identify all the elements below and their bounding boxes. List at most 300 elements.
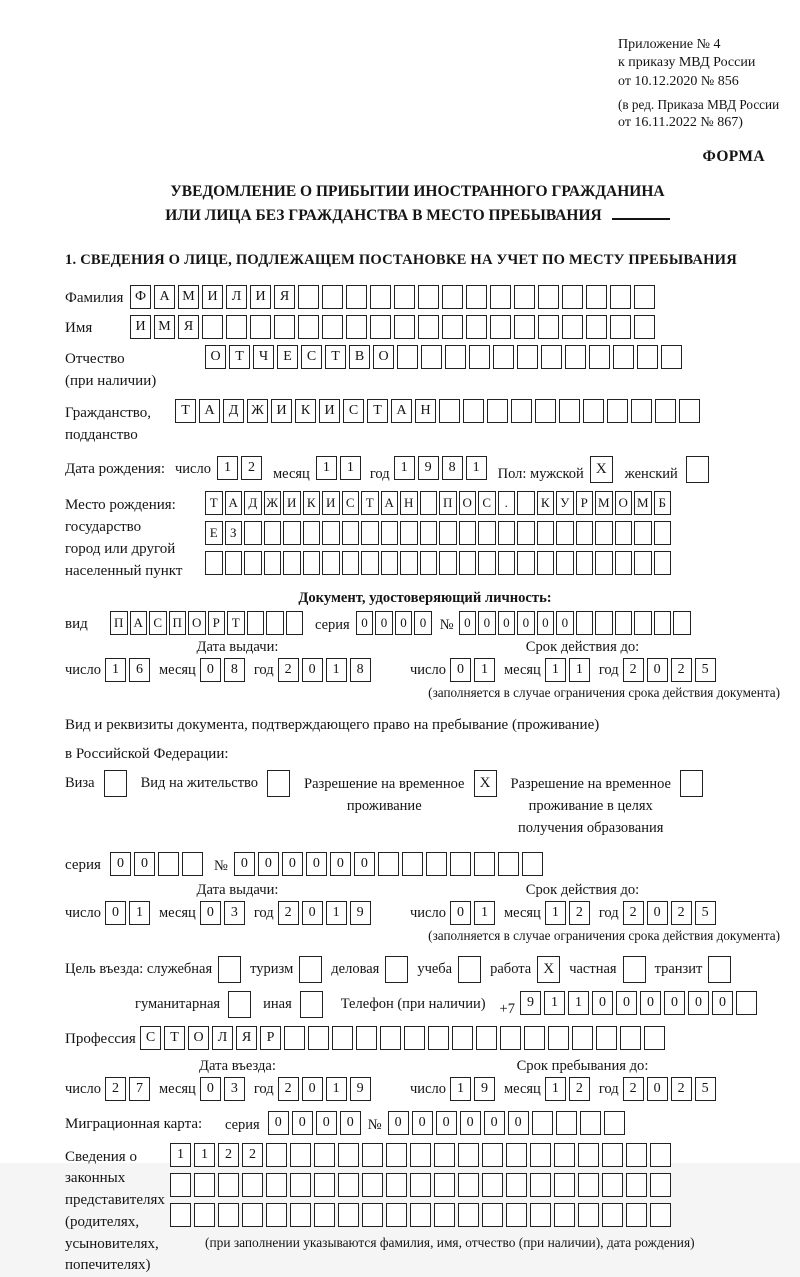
char-cell[interactable]: 2 bbox=[278, 1077, 299, 1101]
char-cell[interactable]: 0 bbox=[354, 852, 375, 876]
char-cell[interactable] bbox=[194, 1203, 215, 1227]
char-cell[interactable] bbox=[583, 399, 604, 423]
char-cell[interactable] bbox=[548, 1026, 569, 1050]
char-cell[interactable] bbox=[482, 1173, 503, 1197]
purpose-transit-checkbox[interactable] bbox=[708, 956, 731, 983]
char-cell[interactable]: А bbox=[225, 491, 243, 515]
char-cell[interactable]: О bbox=[188, 611, 206, 635]
char-cell[interactable] bbox=[286, 611, 304, 635]
char-cell[interactable] bbox=[459, 551, 477, 575]
char-cell[interactable]: Ж bbox=[264, 491, 282, 515]
char-cell[interactable] bbox=[218, 1203, 239, 1227]
char-cell[interactable] bbox=[615, 521, 633, 545]
char-cell[interactable] bbox=[380, 1026, 401, 1050]
char-cell[interactable]: Е bbox=[205, 521, 223, 545]
char-cell[interactable] bbox=[615, 551, 633, 575]
char-cell[interactable]: 9 bbox=[474, 1077, 495, 1101]
purpose-humanitarian-checkbox[interactable] bbox=[228, 991, 251, 1018]
char-cell[interactable]: С bbox=[301, 345, 322, 369]
char-cell[interactable]: У bbox=[556, 491, 574, 515]
char-cell[interactable]: 8 bbox=[350, 658, 371, 682]
char-cell[interactable] bbox=[517, 345, 538, 369]
char-cell[interactable] bbox=[532, 1111, 553, 1135]
char-cell[interactable]: С bbox=[149, 611, 167, 635]
char-cell[interactable] bbox=[493, 345, 514, 369]
char-cell[interactable] bbox=[589, 345, 610, 369]
char-cell[interactable]: Я bbox=[274, 285, 295, 309]
char-cell[interactable] bbox=[420, 521, 438, 545]
char-cell[interactable] bbox=[264, 521, 282, 545]
char-cell[interactable] bbox=[679, 399, 700, 423]
char-cell[interactable] bbox=[298, 285, 319, 309]
char-cell[interactable]: 0 bbox=[282, 852, 303, 876]
purpose-other-checkbox[interactable] bbox=[300, 991, 323, 1018]
char-cell[interactable] bbox=[458, 1143, 479, 1167]
char-cell[interactable] bbox=[565, 345, 586, 369]
char-cell[interactable] bbox=[476, 1026, 497, 1050]
char-cell[interactable]: 0 bbox=[508, 1111, 529, 1135]
char-cell[interactable] bbox=[266, 1203, 287, 1227]
char-cell[interactable]: 0 bbox=[647, 901, 668, 925]
char-cell[interactable]: 0 bbox=[450, 901, 471, 925]
char-cell[interactable]: З bbox=[225, 521, 243, 545]
char-cell[interactable]: 1 bbox=[316, 456, 337, 480]
char-cell[interactable] bbox=[322, 285, 343, 309]
char-cell[interactable] bbox=[650, 1173, 671, 1197]
char-cell[interactable] bbox=[439, 399, 460, 423]
char-cell[interactable]: 0 bbox=[517, 611, 535, 635]
char-cell[interactable]: 0 bbox=[688, 991, 709, 1015]
char-cell[interactable]: 1 bbox=[545, 1077, 566, 1101]
char-cell[interactable] bbox=[595, 551, 613, 575]
char-cell[interactable] bbox=[554, 1143, 575, 1167]
char-cell[interactable]: М bbox=[154, 315, 175, 339]
char-cell[interactable]: Л bbox=[212, 1026, 233, 1050]
char-cell[interactable] bbox=[400, 551, 418, 575]
char-cell[interactable] bbox=[556, 551, 574, 575]
char-cell[interactable]: 0 bbox=[460, 1111, 481, 1135]
char-cell[interactable]: 0 bbox=[302, 901, 323, 925]
char-cell[interactable] bbox=[439, 521, 457, 545]
char-cell[interactable] bbox=[370, 285, 391, 309]
char-cell[interactable] bbox=[654, 551, 672, 575]
char-cell[interactable] bbox=[511, 399, 532, 423]
char-cell[interactable]: 2 bbox=[569, 901, 590, 925]
char-cell[interactable] bbox=[626, 1173, 647, 1197]
char-cell[interactable] bbox=[226, 315, 247, 339]
char-cell[interactable]: 0 bbox=[592, 991, 613, 1015]
char-cell[interactable] bbox=[610, 315, 631, 339]
char-cell[interactable]: А bbox=[391, 399, 412, 423]
char-cell[interactable] bbox=[356, 1026, 377, 1050]
char-cell[interactable] bbox=[644, 1026, 665, 1050]
char-cell[interactable]: О bbox=[373, 345, 394, 369]
char-cell[interactable] bbox=[314, 1143, 335, 1167]
char-cell[interactable] bbox=[631, 399, 652, 423]
char-cell[interactable]: Т bbox=[367, 399, 388, 423]
char-cell[interactable] bbox=[562, 285, 583, 309]
char-cell[interactable] bbox=[613, 345, 634, 369]
char-cell[interactable] bbox=[158, 852, 179, 876]
char-cell[interactable] bbox=[578, 1173, 599, 1197]
sex-female-checkbox[interactable] bbox=[686, 456, 709, 483]
char-cell[interactable] bbox=[290, 1203, 311, 1227]
char-cell[interactable]: 2 bbox=[105, 1077, 126, 1101]
char-cell[interactable] bbox=[418, 315, 439, 339]
char-cell[interactable] bbox=[474, 852, 495, 876]
char-cell[interactable] bbox=[274, 315, 295, 339]
char-cell[interactable]: 9 bbox=[520, 991, 541, 1015]
char-cell[interactable] bbox=[386, 1203, 407, 1227]
char-cell[interactable]: П bbox=[110, 611, 128, 635]
char-cell[interactable]: Т bbox=[164, 1026, 185, 1050]
char-cell[interactable]: И bbox=[322, 491, 340, 515]
char-cell[interactable] bbox=[602, 1203, 623, 1227]
char-cell[interactable] bbox=[554, 1203, 575, 1227]
char-cell[interactable] bbox=[578, 1203, 599, 1227]
char-cell[interactable] bbox=[478, 521, 496, 545]
char-cell[interactable] bbox=[655, 399, 676, 423]
char-cell[interactable] bbox=[595, 521, 613, 545]
char-cell[interactable]: 0 bbox=[498, 611, 516, 635]
char-cell[interactable]: 2 bbox=[242, 1143, 263, 1167]
char-cell[interactable]: В bbox=[349, 345, 370, 369]
char-cell[interactable] bbox=[418, 285, 439, 309]
char-cell[interactable]: 0 bbox=[395, 611, 413, 635]
char-cell[interactable]: 0 bbox=[712, 991, 733, 1015]
char-cell[interactable] bbox=[244, 551, 262, 575]
char-cell[interactable] bbox=[650, 1143, 671, 1167]
char-cell[interactable]: О bbox=[205, 345, 226, 369]
char-cell[interactable] bbox=[346, 285, 367, 309]
char-cell[interactable] bbox=[634, 315, 655, 339]
char-cell[interactable]: 0 bbox=[316, 1111, 337, 1135]
char-cell[interactable] bbox=[386, 1143, 407, 1167]
char-cell[interactable]: 0 bbox=[647, 658, 668, 682]
char-cell[interactable] bbox=[610, 285, 631, 309]
char-cell[interactable] bbox=[458, 1203, 479, 1227]
char-cell[interactable]: 0 bbox=[616, 991, 637, 1015]
char-cell[interactable] bbox=[442, 315, 463, 339]
char-cell[interactable]: 9 bbox=[418, 456, 439, 480]
char-cell[interactable]: 0 bbox=[484, 1111, 505, 1135]
char-cell[interactable] bbox=[498, 551, 516, 575]
char-cell[interactable] bbox=[362, 1173, 383, 1197]
char-cell[interactable]: 0 bbox=[640, 991, 661, 1015]
char-cell[interactable] bbox=[400, 521, 418, 545]
char-cell[interactable]: О bbox=[615, 491, 633, 515]
char-cell[interactable]: 1 bbox=[569, 658, 590, 682]
char-cell[interactable] bbox=[556, 1111, 577, 1135]
char-cell[interactable]: 2 bbox=[671, 658, 692, 682]
char-cell[interactable]: 1 bbox=[340, 456, 361, 480]
char-cell[interactable]: Н bbox=[400, 491, 418, 515]
char-cell[interactable]: 0 bbox=[292, 1111, 313, 1135]
char-cell[interactable] bbox=[218, 1173, 239, 1197]
char-cell[interactable] bbox=[428, 1026, 449, 1050]
char-cell[interactable] bbox=[661, 345, 682, 369]
char-cell[interactable]: 2 bbox=[671, 901, 692, 925]
char-cell[interactable] bbox=[439, 551, 457, 575]
char-cell[interactable] bbox=[410, 1173, 431, 1197]
char-cell[interactable] bbox=[322, 521, 340, 545]
char-cell[interactable] bbox=[250, 315, 271, 339]
char-cell[interactable]: М bbox=[595, 491, 613, 515]
char-cell[interactable]: Л bbox=[226, 285, 247, 309]
char-cell[interactable] bbox=[487, 399, 508, 423]
char-cell[interactable] bbox=[242, 1173, 263, 1197]
char-cell[interactable] bbox=[634, 285, 655, 309]
char-cell[interactable]: 0 bbox=[200, 901, 221, 925]
char-cell[interactable] bbox=[338, 1203, 359, 1227]
char-cell[interactable] bbox=[314, 1173, 335, 1197]
char-cell[interactable]: 1 bbox=[105, 658, 126, 682]
char-cell[interactable]: Р bbox=[260, 1026, 281, 1050]
char-cell[interactable]: 2 bbox=[623, 1077, 644, 1101]
char-cell[interactable]: П bbox=[169, 611, 187, 635]
char-cell[interactable]: 8 bbox=[442, 456, 463, 480]
purpose-study-checkbox[interactable] bbox=[458, 956, 481, 983]
char-cell[interactable]: 2 bbox=[623, 658, 644, 682]
char-cell[interactable]: 0 bbox=[647, 1077, 668, 1101]
temp-permit-checkbox[interactable]: X bbox=[474, 770, 497, 797]
char-cell[interactable]: 0 bbox=[664, 991, 685, 1015]
char-cell[interactable]: 2 bbox=[241, 456, 262, 480]
char-cell[interactable]: 0 bbox=[110, 852, 131, 876]
purpose-work-checkbox[interactable]: X bbox=[537, 956, 560, 983]
char-cell[interactable] bbox=[602, 1143, 623, 1167]
char-cell[interactable] bbox=[580, 1111, 601, 1135]
char-cell[interactable]: 1 bbox=[326, 901, 347, 925]
char-cell[interactable] bbox=[303, 551, 321, 575]
sex-male-checkbox[interactable]: X bbox=[590, 456, 613, 483]
char-cell[interactable] bbox=[284, 1026, 305, 1050]
char-cell[interactable] bbox=[572, 1026, 593, 1050]
char-cell[interactable] bbox=[247, 611, 265, 635]
char-cell[interactable]: И bbox=[130, 315, 151, 339]
char-cell[interactable] bbox=[530, 1203, 551, 1227]
char-cell[interactable]: 0 bbox=[537, 611, 555, 635]
char-cell[interactable] bbox=[420, 491, 438, 515]
char-cell[interactable] bbox=[346, 315, 367, 339]
char-cell[interactable] bbox=[626, 1203, 647, 1227]
char-cell[interactable] bbox=[242, 1203, 263, 1227]
char-cell[interactable] bbox=[394, 285, 415, 309]
char-cell[interactable] bbox=[541, 345, 562, 369]
char-cell[interactable]: 5 bbox=[695, 901, 716, 925]
char-cell[interactable] bbox=[290, 1173, 311, 1197]
char-cell[interactable]: Я bbox=[236, 1026, 257, 1050]
char-cell[interactable] bbox=[225, 551, 243, 575]
char-cell[interactable] bbox=[490, 315, 511, 339]
char-cell[interactable] bbox=[498, 521, 516, 545]
char-cell[interactable] bbox=[559, 399, 580, 423]
char-cell[interactable]: 0 bbox=[412, 1111, 433, 1135]
char-cell[interactable]: 0 bbox=[556, 611, 574, 635]
char-cell[interactable]: Ф bbox=[130, 285, 151, 309]
char-cell[interactable] bbox=[338, 1143, 359, 1167]
char-cell[interactable] bbox=[397, 345, 418, 369]
char-cell[interactable] bbox=[182, 852, 203, 876]
char-cell[interactable] bbox=[514, 285, 535, 309]
char-cell[interactable] bbox=[342, 521, 360, 545]
char-cell[interactable]: 0 bbox=[200, 658, 221, 682]
char-cell[interactable]: А bbox=[199, 399, 220, 423]
char-cell[interactable]: А bbox=[154, 285, 175, 309]
edu-permit-checkbox[interactable] bbox=[680, 770, 703, 797]
char-cell[interactable]: 0 bbox=[388, 1111, 409, 1135]
char-cell[interactable]: А bbox=[130, 611, 148, 635]
visa-checkbox[interactable] bbox=[104, 770, 127, 797]
char-cell[interactable]: 1 bbox=[544, 991, 565, 1015]
char-cell[interactable]: 0 bbox=[134, 852, 155, 876]
char-cell[interactable]: 1 bbox=[474, 658, 495, 682]
char-cell[interactable]: Я bbox=[178, 315, 199, 339]
char-cell[interactable] bbox=[361, 521, 379, 545]
char-cell[interactable]: 0 bbox=[200, 1077, 221, 1101]
char-cell[interactable] bbox=[517, 491, 535, 515]
char-cell[interactable] bbox=[506, 1173, 527, 1197]
char-cell[interactable]: 7 bbox=[129, 1077, 150, 1101]
char-cell[interactable] bbox=[445, 345, 466, 369]
char-cell[interactable] bbox=[466, 315, 487, 339]
char-cell[interactable]: Ч bbox=[253, 345, 274, 369]
char-cell[interactable] bbox=[500, 1026, 521, 1050]
char-cell[interactable]: Р bbox=[208, 611, 226, 635]
char-cell[interactable] bbox=[402, 852, 423, 876]
char-cell[interactable] bbox=[576, 551, 594, 575]
char-cell[interactable] bbox=[576, 521, 594, 545]
char-cell[interactable] bbox=[556, 521, 574, 545]
char-cell[interactable] bbox=[602, 1173, 623, 1197]
char-cell[interactable] bbox=[308, 1026, 329, 1050]
char-cell[interactable] bbox=[303, 521, 321, 545]
char-cell[interactable]: 5 bbox=[695, 658, 716, 682]
char-cell[interactable] bbox=[202, 315, 223, 339]
char-cell[interactable]: И bbox=[250, 285, 271, 309]
char-cell[interactable]: С bbox=[343, 399, 364, 423]
char-cell[interactable] bbox=[459, 521, 477, 545]
char-cell[interactable]: 1 bbox=[474, 901, 495, 925]
char-cell[interactable] bbox=[244, 521, 262, 545]
purpose-private-checkbox[interactable] bbox=[623, 956, 646, 983]
char-cell[interactable]: С bbox=[342, 491, 360, 515]
char-cell[interactable] bbox=[458, 1173, 479, 1197]
char-cell[interactable] bbox=[506, 1143, 527, 1167]
char-cell[interactable] bbox=[378, 852, 399, 876]
char-cell[interactable] bbox=[530, 1143, 551, 1167]
char-cell[interactable] bbox=[615, 611, 633, 635]
char-cell[interactable]: 1 bbox=[450, 1077, 471, 1101]
char-cell[interactable]: А bbox=[381, 491, 399, 515]
char-cell[interactable] bbox=[634, 551, 652, 575]
char-cell[interactable]: 1 bbox=[326, 658, 347, 682]
char-cell[interactable] bbox=[194, 1173, 215, 1197]
char-cell[interactable] bbox=[538, 285, 559, 309]
char-cell[interactable]: И bbox=[271, 399, 292, 423]
char-cell[interactable]: 8 bbox=[224, 658, 245, 682]
char-cell[interactable] bbox=[562, 315, 583, 339]
char-cell[interactable]: 0 bbox=[302, 658, 323, 682]
char-cell[interactable]: И bbox=[283, 491, 301, 515]
char-cell[interactable]: 0 bbox=[414, 611, 432, 635]
char-cell[interactable]: С bbox=[140, 1026, 161, 1050]
char-cell[interactable]: Т bbox=[229, 345, 250, 369]
char-cell[interactable]: 0 bbox=[234, 852, 255, 876]
char-cell[interactable] bbox=[410, 1203, 431, 1227]
purpose-official-checkbox[interactable] bbox=[218, 956, 241, 983]
char-cell[interactable]: 0 bbox=[306, 852, 327, 876]
char-cell[interactable]: 2 bbox=[569, 1077, 590, 1101]
char-cell[interactable] bbox=[634, 521, 652, 545]
char-cell[interactable]: М bbox=[178, 285, 199, 309]
char-cell[interactable]: Р bbox=[576, 491, 594, 515]
residence-permit-checkbox[interactable] bbox=[267, 770, 290, 797]
purpose-tourism-checkbox[interactable] bbox=[299, 956, 322, 983]
char-cell[interactable] bbox=[266, 1143, 287, 1167]
char-cell[interactable]: 1 bbox=[568, 991, 589, 1015]
char-cell[interactable] bbox=[420, 551, 438, 575]
char-cell[interactable] bbox=[517, 521, 535, 545]
char-cell[interactable] bbox=[421, 345, 442, 369]
char-cell[interactable] bbox=[434, 1203, 455, 1227]
char-cell[interactable] bbox=[498, 852, 519, 876]
char-cell[interactable] bbox=[576, 611, 594, 635]
char-cell[interactable]: М bbox=[634, 491, 652, 515]
char-cell[interactable]: Т bbox=[175, 399, 196, 423]
char-cell[interactable] bbox=[736, 991, 757, 1015]
char-cell[interactable] bbox=[170, 1203, 191, 1227]
char-cell[interactable]: К bbox=[303, 491, 321, 515]
char-cell[interactable]: К bbox=[537, 491, 555, 515]
char-cell[interactable] bbox=[607, 399, 628, 423]
char-cell[interactable]: 1 bbox=[217, 456, 238, 480]
char-cell[interactable]: Ж bbox=[247, 399, 268, 423]
char-cell[interactable]: 0 bbox=[478, 611, 496, 635]
char-cell[interactable]: С bbox=[478, 491, 496, 515]
char-cell[interactable]: 0 bbox=[105, 901, 126, 925]
char-cell[interactable]: Н bbox=[415, 399, 436, 423]
char-cell[interactable] bbox=[386, 1173, 407, 1197]
char-cell[interactable]: 0 bbox=[450, 658, 471, 682]
char-cell[interactable]: 1 bbox=[326, 1077, 347, 1101]
char-cell[interactable] bbox=[506, 1203, 527, 1227]
purpose-business-checkbox[interactable] bbox=[385, 956, 408, 983]
char-cell[interactable]: . bbox=[498, 491, 516, 515]
char-cell[interactable]: Д bbox=[223, 399, 244, 423]
char-cell[interactable]: Т bbox=[361, 491, 379, 515]
char-cell[interactable]: И bbox=[319, 399, 340, 423]
char-cell[interactable]: 1 bbox=[466, 456, 487, 480]
char-cell[interactable]: О bbox=[188, 1026, 209, 1050]
char-cell[interactable]: Т bbox=[205, 491, 223, 515]
char-cell[interactable] bbox=[434, 1143, 455, 1167]
char-cell[interactable] bbox=[517, 551, 535, 575]
char-cell[interactable] bbox=[654, 521, 672, 545]
char-cell[interactable] bbox=[654, 611, 672, 635]
char-cell[interactable] bbox=[478, 551, 496, 575]
char-cell[interactable] bbox=[490, 285, 511, 309]
char-cell[interactable]: 2 bbox=[623, 901, 644, 925]
char-cell[interactable]: 0 bbox=[436, 1111, 457, 1135]
char-cell[interactable] bbox=[442, 285, 463, 309]
char-cell[interactable] bbox=[637, 345, 658, 369]
char-cell[interactable] bbox=[283, 521, 301, 545]
char-cell[interactable]: 3 bbox=[224, 901, 245, 925]
char-cell[interactable] bbox=[342, 551, 360, 575]
char-cell[interactable] bbox=[452, 1026, 473, 1050]
char-cell[interactable]: О bbox=[459, 491, 477, 515]
